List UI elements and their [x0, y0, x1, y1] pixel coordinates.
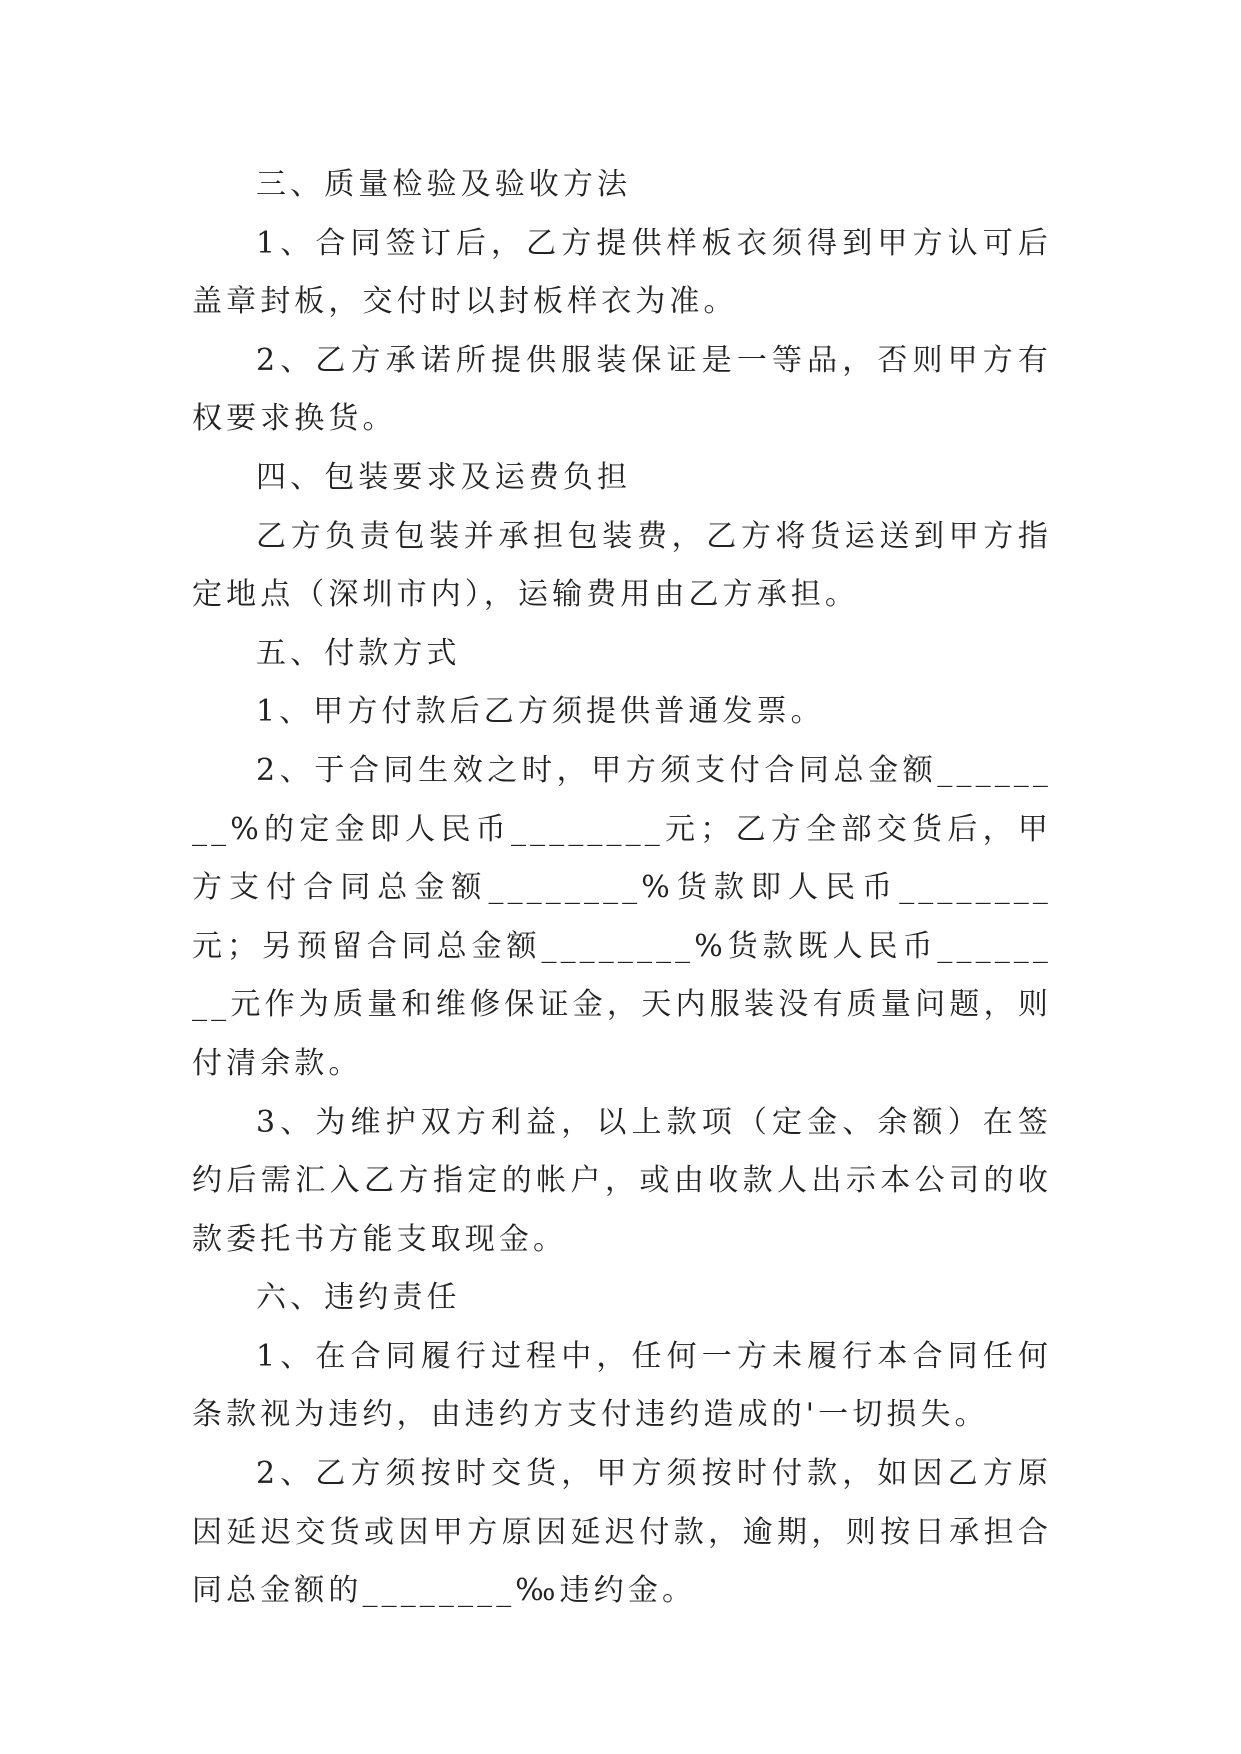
section-heading-breach-liability: 六、违约责任	[256, 1280, 461, 1316]
clause-payment-account: 3、为维护双方利益，以上款项（定金、余额）在签约后需汇入乙方指定的帐户，或由收款人出示本公司的收款委托书方能支取现金。	[192, 1104, 1052, 1257]
clause-packaging-freight: 乙方负责包装并承担包装费，乙方将货运送到甲方指定地点（深圳市内），运输费用由乙方承担。	[192, 518, 1052, 613]
section-heading-payment: 五、付款方式	[256, 635, 461, 671]
clause-sample-approval: 1、合同签订后，乙方提供样板衣须得到甲方认可后盖章封板，交付时以封板样衣为准。	[192, 225, 1052, 320]
contract-page	[192, 156, 1052, 1621]
clause-payment-schedule: 2、于合同生效之时，甲方须支付合同总金额________%的定金即人民币________元；乙方全部交货后，甲方支付合同总金额________%货款即人民币________元；另预留合同总金额________%货款既人民币________元作为质量和维修保证金，天内服装没有质量问题，则付清余款。	[192, 752, 1052, 1081]
clause-late-penalty: 2、乙方须按时交货，甲方须按时付款，如因乙方原因延迟交货或因甲方原因延迟付款，逾期，则按日承担合同总金额的________‰违约金。	[192, 1456, 1052, 1609]
clause-invoice: 1、甲方付款后乙方须提供普通发票。	[256, 694, 825, 730]
clause-breach-definition: 1、在合同履行过程中，任何一方未履行本合同任何条款视为违约，由违约方支付违约造成的'一切损失。	[192, 1338, 1052, 1433]
clause-quality-guarantee: 2、乙方承诺所提供服装保证是一等品，否则甲方有权要求换货。	[192, 342, 1052, 437]
section-heading-quality-inspection: 三、质量检验及验收方法	[256, 167, 632, 202]
section-heading-packaging-freight: 四、包装要求及运费负担	[256, 459, 632, 495]
